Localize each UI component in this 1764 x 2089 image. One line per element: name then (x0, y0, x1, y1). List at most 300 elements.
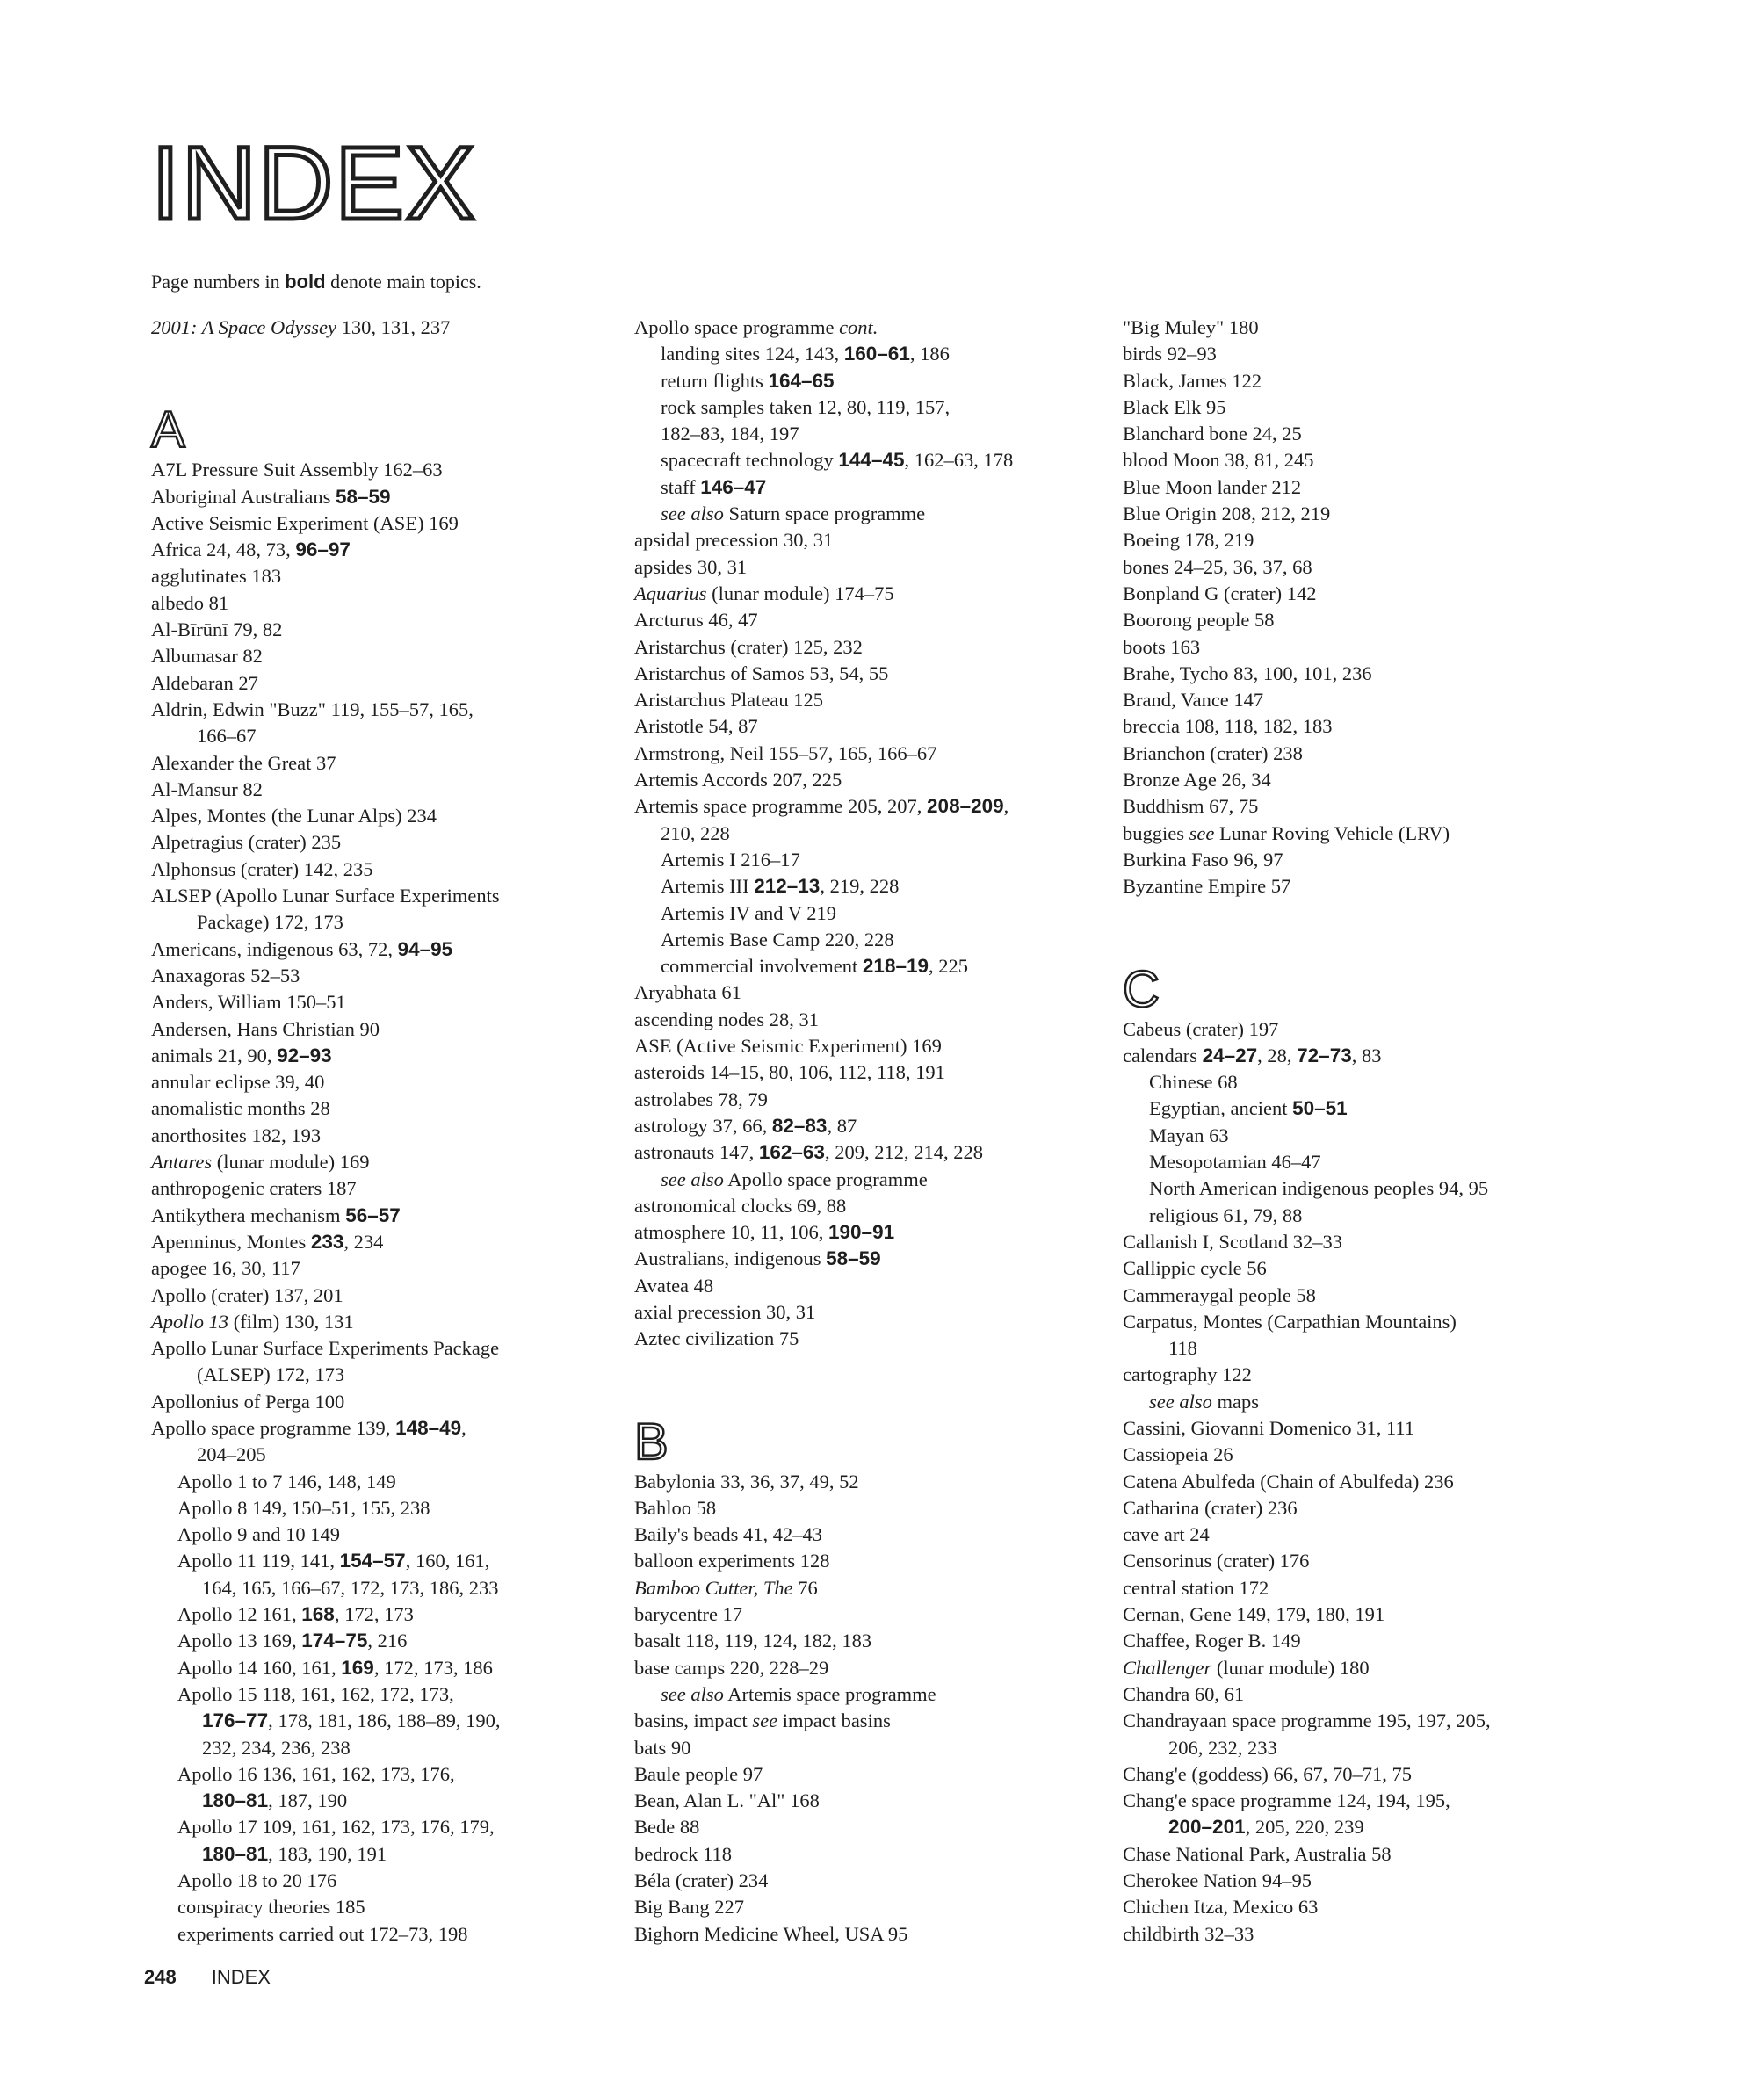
index-entry (634, 1841, 1126, 1868)
entry-text: astrology 37, 66, (634, 1114, 772, 1137)
entry-text: spacecraft technology (661, 449, 839, 472)
index-entry (634, 1033, 1126, 1059)
index-entry (151, 670, 625, 697)
index-entry (1123, 1868, 1615, 1894)
entry-text: Bean, Alan L. "Al" 168 (634, 1789, 820, 1812)
entry-text: (lunar module) 169 (212, 1151, 370, 1174)
entry-text: barycentre 17 (634, 1603, 743, 1626)
entry-text: , 186 (909, 343, 950, 365)
entry-text: Apollo 11 119, 141, (177, 1550, 340, 1572)
index-entry (634, 1894, 1126, 1920)
index-entry (1123, 793, 1615, 820)
index-entry (1123, 1681, 1615, 1708)
entry-text: "Big Muley" 180 (1123, 316, 1259, 338)
entry-text: Aryabhata 61 (634, 981, 741, 1004)
index-entry (634, 1139, 1126, 1166)
entry-text: Catena Abulfeda (Chain of Abulfeda) 236 (1123, 1470, 1454, 1493)
index-entry (634, 1655, 1126, 1681)
entry-text: Brand, Vance 147 (1123, 689, 1264, 712)
main-topic-pages: 146–47 (700, 475, 767, 498)
entry-text: Al-Mansur 82 (151, 777, 263, 800)
index-entry (634, 527, 1126, 553)
index-entry (634, 1788, 1126, 1814)
index-entry (151, 1203, 625, 1229)
index-entry (1123, 741, 1615, 767)
entry-text: Black, James 122 (1123, 369, 1262, 392)
index-subentry (151, 1761, 625, 1788)
main-topic-pages: 218–19 (862, 955, 929, 978)
index-entry (1123, 368, 1615, 394)
entry-text: , 205, 220, 239 (1245, 1816, 1364, 1839)
entry-text: ALSEP (Apollo Lunar Surface Experiments (151, 885, 500, 907)
entry-text: Apollo 12 161, (177, 1603, 302, 1626)
entry-text: Bede 88 (634, 1816, 700, 1839)
entry-text: Anders, William 150–51 (151, 991, 346, 1014)
index-subentry (634, 341, 1126, 367)
note-bold-word: bold (285, 271, 326, 293)
index-entry (1123, 1575, 1615, 1601)
index-entry (634, 1299, 1126, 1326)
bold-note (151, 269, 481, 295)
index-entry (1123, 474, 1615, 501)
index-entry (151, 484, 625, 510)
entry-text: Apollo (crater) 137, 201 (151, 1283, 343, 1306)
entry-text: Americans, indigenous 63, 72, (151, 937, 398, 960)
entry-text: anthropogenic craters 187 (151, 1177, 357, 1200)
index-entry (1123, 1628, 1615, 1654)
main-topic-pages: 50–51 (1292, 1097, 1348, 1120)
entry-text: Catharina (crater) 236 (1123, 1496, 1298, 1519)
index-entry (634, 713, 1126, 740)
entry-text: Byzantine Empire 57 (1123, 875, 1291, 898)
entry-text: maps (1211, 1390, 1259, 1413)
entry-text: Chichen Itza, Mexico 63 (1123, 1896, 1319, 1919)
entry-text: Black Elk 95 (1123, 395, 1226, 418)
entry-text: atmosphere 10, 11, 106, (634, 1221, 829, 1244)
entry-text: Active Seismic Experiment (ASE) 169 (151, 511, 459, 534)
entry-text: asteroids 14–15, 80, 106, 112, 118, 191 (634, 1061, 945, 1084)
italic-text: see (752, 1710, 778, 1732)
entry-text: , 83 (1351, 1044, 1382, 1066)
italic-text: see (1189, 821, 1215, 844)
index-entry (151, 617, 625, 643)
entry-text: 210, 228 (661, 821, 730, 844)
index-entry (1123, 1415, 1615, 1442)
entry-text: Apollo space programme (634, 316, 840, 338)
italic-text: Bamboo Cutter, The (634, 1576, 793, 1599)
entry-text: Apollo 18 to 20 176 (177, 1869, 337, 1892)
index-subentry (151, 1548, 625, 1574)
index-entry (1123, 873, 1615, 900)
index-subentry (634, 847, 1126, 873)
entry-text: Buddhism 67, 75 (1123, 795, 1259, 818)
entry-text: Bahloo 58 (634, 1496, 717, 1519)
entry-text: Arcturus 46, 47 (634, 609, 758, 632)
index-subentry (634, 394, 1126, 421)
index-entry (1123, 527, 1615, 553)
entry-text: Brahe, Tycho 83, 100, 101, 236 (1123, 661, 1372, 684)
entry-text: 232, 234, 236, 238 (202, 1736, 351, 1759)
page-footer (144, 1966, 271, 1989)
entry-text: Artemis IV and V 219 (661, 901, 836, 924)
index-entry (151, 750, 625, 777)
entry-text: Blanchard bone 24, 25 (1123, 423, 1302, 445)
index-entry (634, 1735, 1126, 1761)
index-subentry (151, 1788, 625, 1814)
entry-text: Alexander the Great 37 (151, 751, 336, 774)
entry-text: Boorong people 58 (1123, 609, 1275, 632)
italic-text: see also (661, 1682, 724, 1705)
entry-text: (film) 130, 131 (228, 1310, 354, 1333)
italic-text: Apollo 13 (151, 1310, 229, 1333)
entry-text: animals 21, 90, (151, 1044, 278, 1066)
index-entry (1123, 1016, 1615, 1043)
index-entry (151, 1442, 625, 1468)
index-subentry (151, 1575, 625, 1601)
entry-text: Al-Bīrūnī 79, 82 (151, 618, 283, 641)
main-topic-pages: 180–81 (202, 1842, 269, 1865)
index-entry (634, 1113, 1126, 1139)
entry-text: breccia 108, 118, 182, 183 (1123, 715, 1333, 738)
entry-text: , 160, 161, (405, 1550, 490, 1572)
index-subentry (151, 1841, 625, 1868)
index-entry (1123, 1335, 1615, 1362)
entry-text: Cammeraygal people 58 (1123, 1283, 1316, 1306)
entry-text: Apollo 8 149, 150–51, 155, 238 (177, 1496, 430, 1519)
entry-text: Aristarchus of Samos 53, 54, 55 (634, 661, 889, 684)
index-entry (634, 1087, 1126, 1113)
index-entry (634, 1495, 1126, 1522)
entry-text: bats 90 (634, 1736, 691, 1759)
entry-text: 130, 131, 237 (336, 316, 451, 338)
italic-text: Antares (151, 1151, 213, 1174)
entry-text: Chandra 60, 61 (1123, 1682, 1245, 1705)
entry-text: bedrock 118 (634, 1842, 733, 1865)
entry-text: Mesopotamian 46–47 (1149, 1151, 1321, 1174)
entry-text: , 234 (343, 1230, 384, 1253)
entry-text: Cabeus (crater) 197 (1123, 1017, 1279, 1040)
index-entry (151, 883, 625, 909)
entry-text: Apenninus, Montes (151, 1230, 311, 1253)
section-gap (151, 341, 625, 404)
entry-text: North American indigenous peoples 94, 95 (1149, 1177, 1489, 1200)
entry-text: Big Bang 227 (634, 1896, 745, 1919)
italic-text: see also (661, 1167, 724, 1190)
index-entry (634, 793, 1126, 820)
index-column-3 (1123, 314, 1615, 1948)
index-entry (634, 634, 1126, 661)
italic-text: Aquarius (634, 582, 707, 604)
index-entry (634, 767, 1126, 793)
page-number: 248 (144, 1966, 177, 1988)
index-entry (1123, 1362, 1615, 1388)
entry-text: Aldebaran 27 (151, 671, 258, 694)
index-subentry (151, 1681, 625, 1708)
index-subentry (634, 368, 1126, 394)
index-subentry (634, 1167, 1126, 1193)
entry-text: Package) 172, 173 (197, 911, 343, 934)
index-entry (151, 829, 625, 856)
main-topic-pages: 58–59 (826, 1247, 881, 1270)
entry-text: 166–67 (197, 725, 257, 748)
index-subentry (151, 1814, 625, 1840)
main-topic-pages: 190–91 (828, 1221, 895, 1244)
index-entry (151, 857, 625, 883)
section-letter: B (634, 1413, 669, 1471)
index-entry (1123, 314, 1615, 341)
entry-text: Apollo 13 169, (177, 1630, 302, 1652)
index-subentry (151, 1921, 625, 1948)
index-entry (1123, 767, 1615, 793)
index-entry (1123, 607, 1615, 633)
section-gap (634, 1353, 1126, 1416)
entry-text: staff (661, 475, 701, 498)
entry-text: Aristarchus (crater) 125, 232 (634, 635, 863, 658)
entry-text: boots 163 (1123, 635, 1201, 658)
entry-text: Callanish I, Scotland 32–33 (1123, 1230, 1342, 1253)
entry-text: Apollo 1 to 7 146, 148, 149 (177, 1470, 396, 1493)
index-entry (151, 563, 625, 589)
index-entry (1123, 1788, 1615, 1814)
entry-text: Anaxagoras 52–53 (151, 964, 300, 987)
index-entry (1123, 1309, 1615, 1335)
italic-text: see also (1149, 1390, 1212, 1413)
entry-text: balloon experiments 128 (634, 1550, 830, 1572)
index-entry (634, 1601, 1126, 1628)
italic-text: Challenger (1123, 1656, 1212, 1679)
index-entry (1123, 554, 1615, 581)
entry-text: Bonpland G (crater) 142 (1123, 582, 1317, 604)
main-topic-pages: 212–13 (754, 875, 821, 898)
italic-text: 2001: A Space Odyssey (151, 316, 336, 338)
main-topic-pages: 176–77 (202, 1710, 269, 1732)
index-entry (151, 1389, 625, 1415)
main-topic-pages: 174–75 (301, 1630, 368, 1652)
entry-text: conspiracy theories 185 (177, 1896, 365, 1919)
index-subentry (1123, 1069, 1615, 1095)
entry-text: A7L Pressure Suit Assembly 162–63 (151, 459, 443, 481)
index-entry (634, 1273, 1126, 1299)
entry-text: , 216 (367, 1630, 408, 1652)
entry-text: ASE (Active Seismic Experiment) 169 (634, 1035, 942, 1058)
entry-text: Bighorn Medicine Wheel, USA 95 (634, 1922, 908, 1945)
index-entry (1123, 661, 1615, 687)
index-entry (151, 314, 625, 341)
index-column-1 (151, 314, 625, 1948)
entry-text: landing sites 124, 143, (661, 343, 844, 365)
index-entry (1123, 687, 1615, 713)
entry-text: cartography 122 (1123, 1363, 1252, 1386)
entry-text: , 225 (929, 955, 969, 978)
entry-text: 164, 165, 166–67, 172, 173, 186, 233 (202, 1576, 499, 1599)
note-text-before: Page numbers in (151, 271, 286, 293)
index-entry (634, 1761, 1126, 1788)
index-subentry (151, 1894, 625, 1920)
index-entry (634, 1868, 1126, 1894)
entry-text: anomalistic months 28 (151, 1097, 330, 1120)
entry-text: Aristarchus Plateau 125 (634, 689, 823, 712)
entry-text: Aldrin, Edwin "Buzz" 119, 155–57, 165, (151, 698, 474, 720)
index-entry (151, 1229, 625, 1255)
index-entry (1123, 1841, 1615, 1868)
entry-text: impact basins (777, 1710, 891, 1732)
entry-text: Mayan 63 (1149, 1124, 1229, 1146)
index-entry (151, 643, 625, 669)
index-subentry (1123, 1203, 1615, 1229)
index-entry (151, 1255, 625, 1282)
index-entry (634, 1326, 1126, 1352)
entry-text: 204–205 (197, 1443, 266, 1466)
entry-text: agglutinates 183 (151, 565, 282, 588)
entry-text: Cherokee Nation 94–95 (1123, 1869, 1312, 1892)
index-entry (151, 936, 625, 963)
entry-text: , (1003, 795, 1009, 818)
entry-text: , 187, 190 (268, 1789, 348, 1812)
entry-text: (lunar module) 180 (1211, 1656, 1370, 1679)
italic-text: see also (661, 502, 724, 525)
entry-text: Artemis Accords 207, 225 (634, 769, 842, 792)
main-topic-pages: 180–81 (202, 1789, 269, 1812)
main-topic-pages: 148–49 (395, 1416, 462, 1439)
index-entry (1123, 1469, 1615, 1495)
entry-text: 206, 232, 233 (1168, 1736, 1277, 1759)
index-subentry (151, 1495, 625, 1522)
main-topic-pages: 96–97 (295, 539, 351, 561)
index-subentry (634, 820, 1126, 847)
entry-text: base camps 220, 228–29 (634, 1656, 829, 1679)
entry-text: Australians, indigenous (634, 1247, 827, 1270)
entry-text: Alpetragius (crater) 235 (151, 831, 342, 854)
entry-text: Apollo space programme (723, 1167, 928, 1190)
entry-text: astrolabes 78, 79 (634, 1088, 768, 1110)
main-topic-pages: 82–83 (771, 1114, 828, 1137)
index-entry (634, 1814, 1126, 1840)
index-subentry (151, 1628, 625, 1654)
entry-text: Bronze Age 26, 34 (1123, 769, 1271, 792)
index-subentry (151, 1601, 625, 1628)
index-subentry (634, 447, 1126, 473)
index-entry (151, 1149, 625, 1175)
index-subentry (151, 1522, 625, 1548)
index-entry (1123, 1761, 1615, 1788)
index-entry (634, 1246, 1126, 1272)
index-entry (634, 1007, 1126, 1033)
entry-text: Brianchon (crater) 238 (1123, 741, 1303, 764)
entry-text: Artemis Base Camp 220, 228 (661, 928, 894, 951)
index-entry (151, 537, 625, 563)
index-entry (1123, 1814, 1615, 1840)
entry-text: Carpatus, Montes (Carpathian Mountains) (1123, 1310, 1457, 1333)
entry-text: , 172, 173, 186 (373, 1656, 493, 1679)
index-entry (1123, 1229, 1615, 1255)
entry-text: blood Moon 38, 81, 245 (1123, 449, 1314, 472)
entry-text: (lunar module) 174–75 (706, 582, 894, 604)
section-letter: C (1123, 960, 1160, 1018)
main-topic-pages: 154–57 (339, 1550, 406, 1572)
entry-text: Baily's beads 41, 42–43 (634, 1523, 823, 1546)
index-entry (1123, 581, 1615, 607)
entry-text: Censorinus (crater) 176 (1123, 1550, 1310, 1572)
index-entry (151, 989, 625, 1016)
entry-text: Burkina Faso 96, 97 (1123, 848, 1283, 871)
index-subentry (634, 927, 1126, 953)
entry-text: 182–83, 184, 197 (661, 423, 799, 445)
index-subentry (634, 900, 1126, 927)
entry-text: Alpes, Montes (the Lunar Alps) 234 (151, 805, 437, 828)
index-entry (1123, 1708, 1615, 1734)
main-topic-pages: 168 (301, 1603, 335, 1626)
entry-text: Baule people 97 (634, 1762, 763, 1785)
entry-text: birds 92–93 (1123, 343, 1217, 365)
index-entry (634, 741, 1126, 767)
entry-text: Albumasar 82 (151, 645, 263, 668)
index-entry (1123, 713, 1615, 740)
index-entry (151, 1069, 625, 1095)
entry-text: , 178, 181, 186, 188–89, 190, (268, 1710, 501, 1732)
index-entry (1123, 634, 1615, 661)
entry-text: Blue Moon lander 212 (1123, 475, 1302, 498)
index-entry (634, 1921, 1126, 1948)
entry-text: basins, impact (634, 1710, 753, 1732)
entry-text: Egyptian, ancient (1149, 1097, 1293, 1120)
entry-text: Chase National Park, Australia 58 (1123, 1842, 1392, 1865)
entry-text: apsidal precession 30, 31 (634, 529, 834, 552)
index-entry (151, 1175, 625, 1202)
entry-text: Lunar Roving Vehicle (LRV) (1214, 821, 1450, 844)
entry-text: ascending nodes 28, 31 (634, 1008, 819, 1030)
entry-text: Apollo Lunar Surface Experiments Package (151, 1337, 500, 1360)
index-entry (151, 723, 625, 749)
entry-text: Apollo 9 and 10 149 (177, 1523, 340, 1546)
index-subentry (634, 474, 1126, 501)
index-entry (151, 697, 625, 723)
page-title: INDEX (151, 126, 477, 242)
index-entry (634, 581, 1126, 607)
index-subentry (151, 1708, 625, 1734)
entry-text: basalt 118, 119, 124, 182, 183 (634, 1630, 872, 1652)
index-entry (1123, 394, 1615, 421)
entry-text: Aboriginal Australians (151, 485, 336, 508)
index-entry (151, 457, 625, 483)
entry-text: calendars (1123, 1044, 1203, 1066)
index-subentry (151, 1655, 625, 1681)
entry-text: cave art 24 (1123, 1523, 1210, 1546)
main-topic-pages: 162–63 (758, 1141, 825, 1164)
entry-text: Babylonia 33, 36, 37, 49, 52 (634, 1470, 859, 1493)
index-entry (1123, 847, 1615, 873)
index-entry (634, 687, 1126, 713)
index-subentry (1123, 1095, 1615, 1122)
entry-text: Blue Origin 208, 212, 219 (1123, 502, 1331, 525)
entry-text: , 172, 173 (334, 1603, 414, 1626)
note-text-after: denote main topics. (325, 271, 481, 293)
main-topic-pages: 144–45 (838, 449, 905, 472)
index-entry (1123, 1921, 1615, 1948)
entry-text: , 219, 228 (820, 875, 900, 898)
footer-label: INDEX (211, 1966, 271, 1988)
entry-text: Avatea 48 (634, 1274, 714, 1297)
index-entry (151, 590, 625, 617)
entry-text: albedo 81 (151, 591, 229, 614)
entry-text: Artemis space programme (723, 1682, 936, 1705)
index-entry (634, 1469, 1126, 1495)
index-entry (1123, 1601, 1615, 1628)
entry-text: Apollo 17 109, 161, 162, 173, 176, 179, (177, 1816, 495, 1839)
index-entry (151, 1309, 625, 1335)
entry-text: astronauts 147, (634, 1141, 759, 1164)
index-entry (634, 1548, 1126, 1574)
index-entry (151, 1016, 625, 1043)
